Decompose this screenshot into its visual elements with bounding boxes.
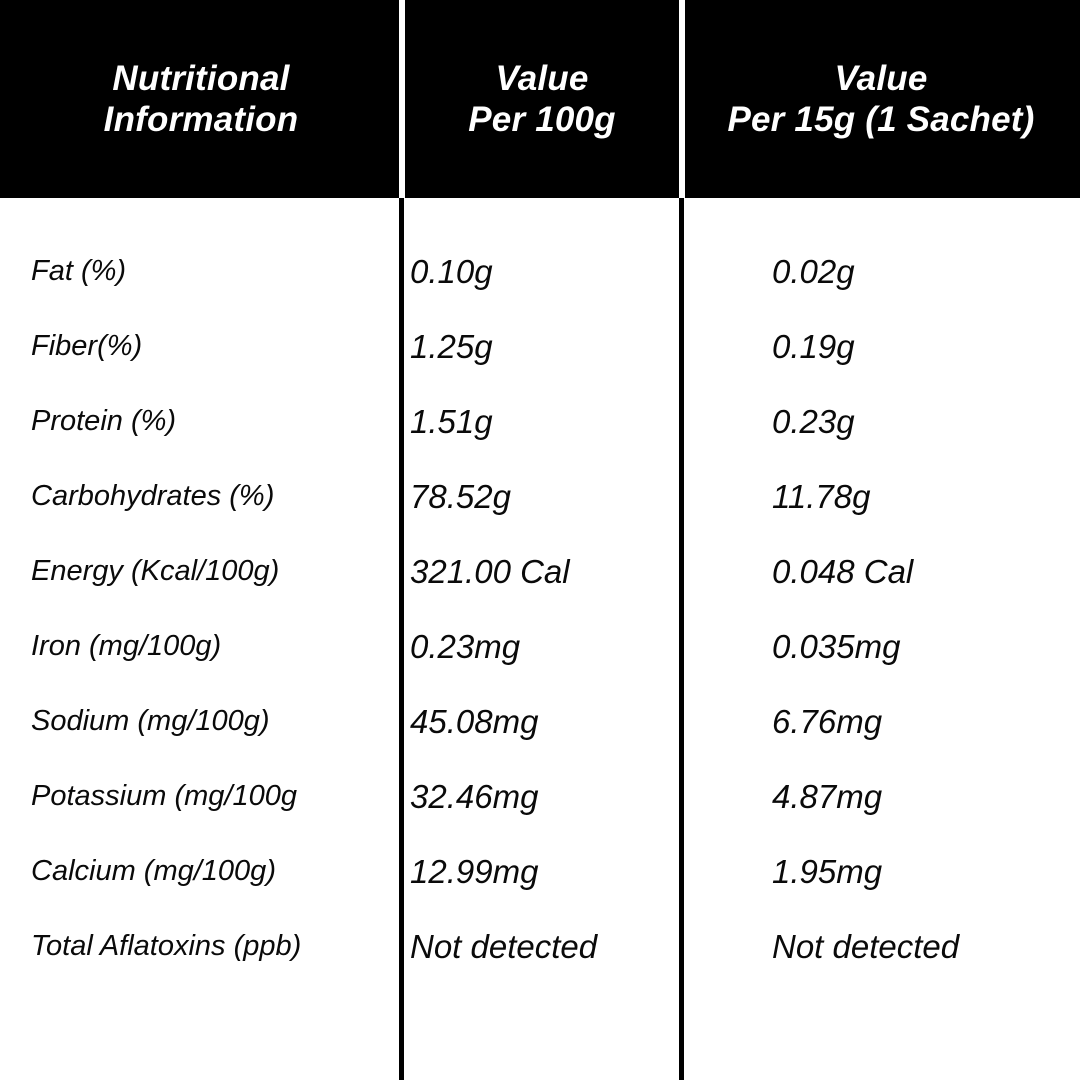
- table-row: [0, 834, 1080, 909]
- row-value-per-15g: 0.02g: [772, 252, 855, 290]
- header-cell-value-per-15g: [682, 0, 1080, 198]
- row-label: Fat (%): [31, 255, 127, 287]
- table-row: [0, 459, 1080, 534]
- table-row: [0, 534, 1080, 609]
- row-label: Energy (Kcal/100g): [31, 555, 280, 587]
- row-label: Iron (mg/100g): [31, 630, 222, 662]
- header-cell-value-per-100g: [402, 0, 682, 198]
- header-line-1: Value: [834, 58, 928, 98]
- row-value-per-100g: 1.51g: [410, 402, 493, 440]
- table-row: [0, 234, 1080, 309]
- row-label: Fiber(%): [31, 330, 143, 362]
- row-value-per-100g: 32.46mg: [410, 777, 539, 815]
- header-line-2: Information: [103, 100, 299, 139]
- header-column-divider-1: [399, 0, 405, 198]
- row-value-per-15g: 0.048 Cal: [772, 552, 914, 590]
- header-line-2: Per 15g (1 Sachet): [727, 100, 1035, 139]
- row-value-per-15g: 0.19g: [772, 327, 855, 365]
- row-value-per-100g: 0.23mg: [410, 627, 521, 665]
- table-row: [0, 909, 1080, 984]
- row-label: Calcium (mg/100g): [31, 855, 276, 887]
- table-row: [0, 384, 1080, 459]
- row-value-per-15g: 0.035mg: [772, 627, 901, 665]
- header-line-2: Per 100g: [468, 100, 616, 139]
- row-value-per-15g: 0.23g: [772, 402, 855, 440]
- table-row: [0, 684, 1080, 759]
- row-value-per-15g: 11.78g: [772, 477, 871, 515]
- table-row: [0, 609, 1080, 684]
- table-row: [0, 309, 1080, 384]
- row-value-per-100g: 12.99mg: [410, 852, 539, 890]
- row-value-per-100g: 78.52g: [410, 477, 511, 515]
- header-line-1: Value: [495, 58, 589, 98]
- row-label: Potassium (mg/100g: [31, 780, 297, 812]
- row-value-per-100g: Not detected: [410, 927, 598, 965]
- row-value-per-15g: 6.76mg: [772, 702, 883, 740]
- table-header-row: [0, 0, 1080, 198]
- table-body: [0, 198, 1080, 1080]
- row-value-per-15g: Not detected: [772, 927, 960, 965]
- row-label: Protein (%): [31, 405, 177, 437]
- row-value-per-15g: 4.87mg: [772, 777, 883, 815]
- row-label: Carbohydrates (%): [31, 480, 275, 512]
- header-line-1: Nutritional: [112, 58, 290, 98]
- row-value-per-100g: 0.10g: [410, 252, 493, 290]
- table-row: [0, 759, 1080, 834]
- header-cell-nutritional-information: [0, 0, 402, 198]
- row-label: Sodium (mg/100g): [31, 705, 270, 737]
- header-column-divider-2: [679, 0, 685, 198]
- row-value-per-100g: 1.25g: [410, 327, 493, 365]
- row-value-per-100g: 321.00 Cal: [410, 552, 570, 590]
- row-value-per-100g: 45.08mg: [410, 702, 539, 740]
- row-value-per-15g: 1.95mg: [772, 852, 883, 890]
- row-label: Total Aflatoxins (ppb): [31, 930, 302, 962]
